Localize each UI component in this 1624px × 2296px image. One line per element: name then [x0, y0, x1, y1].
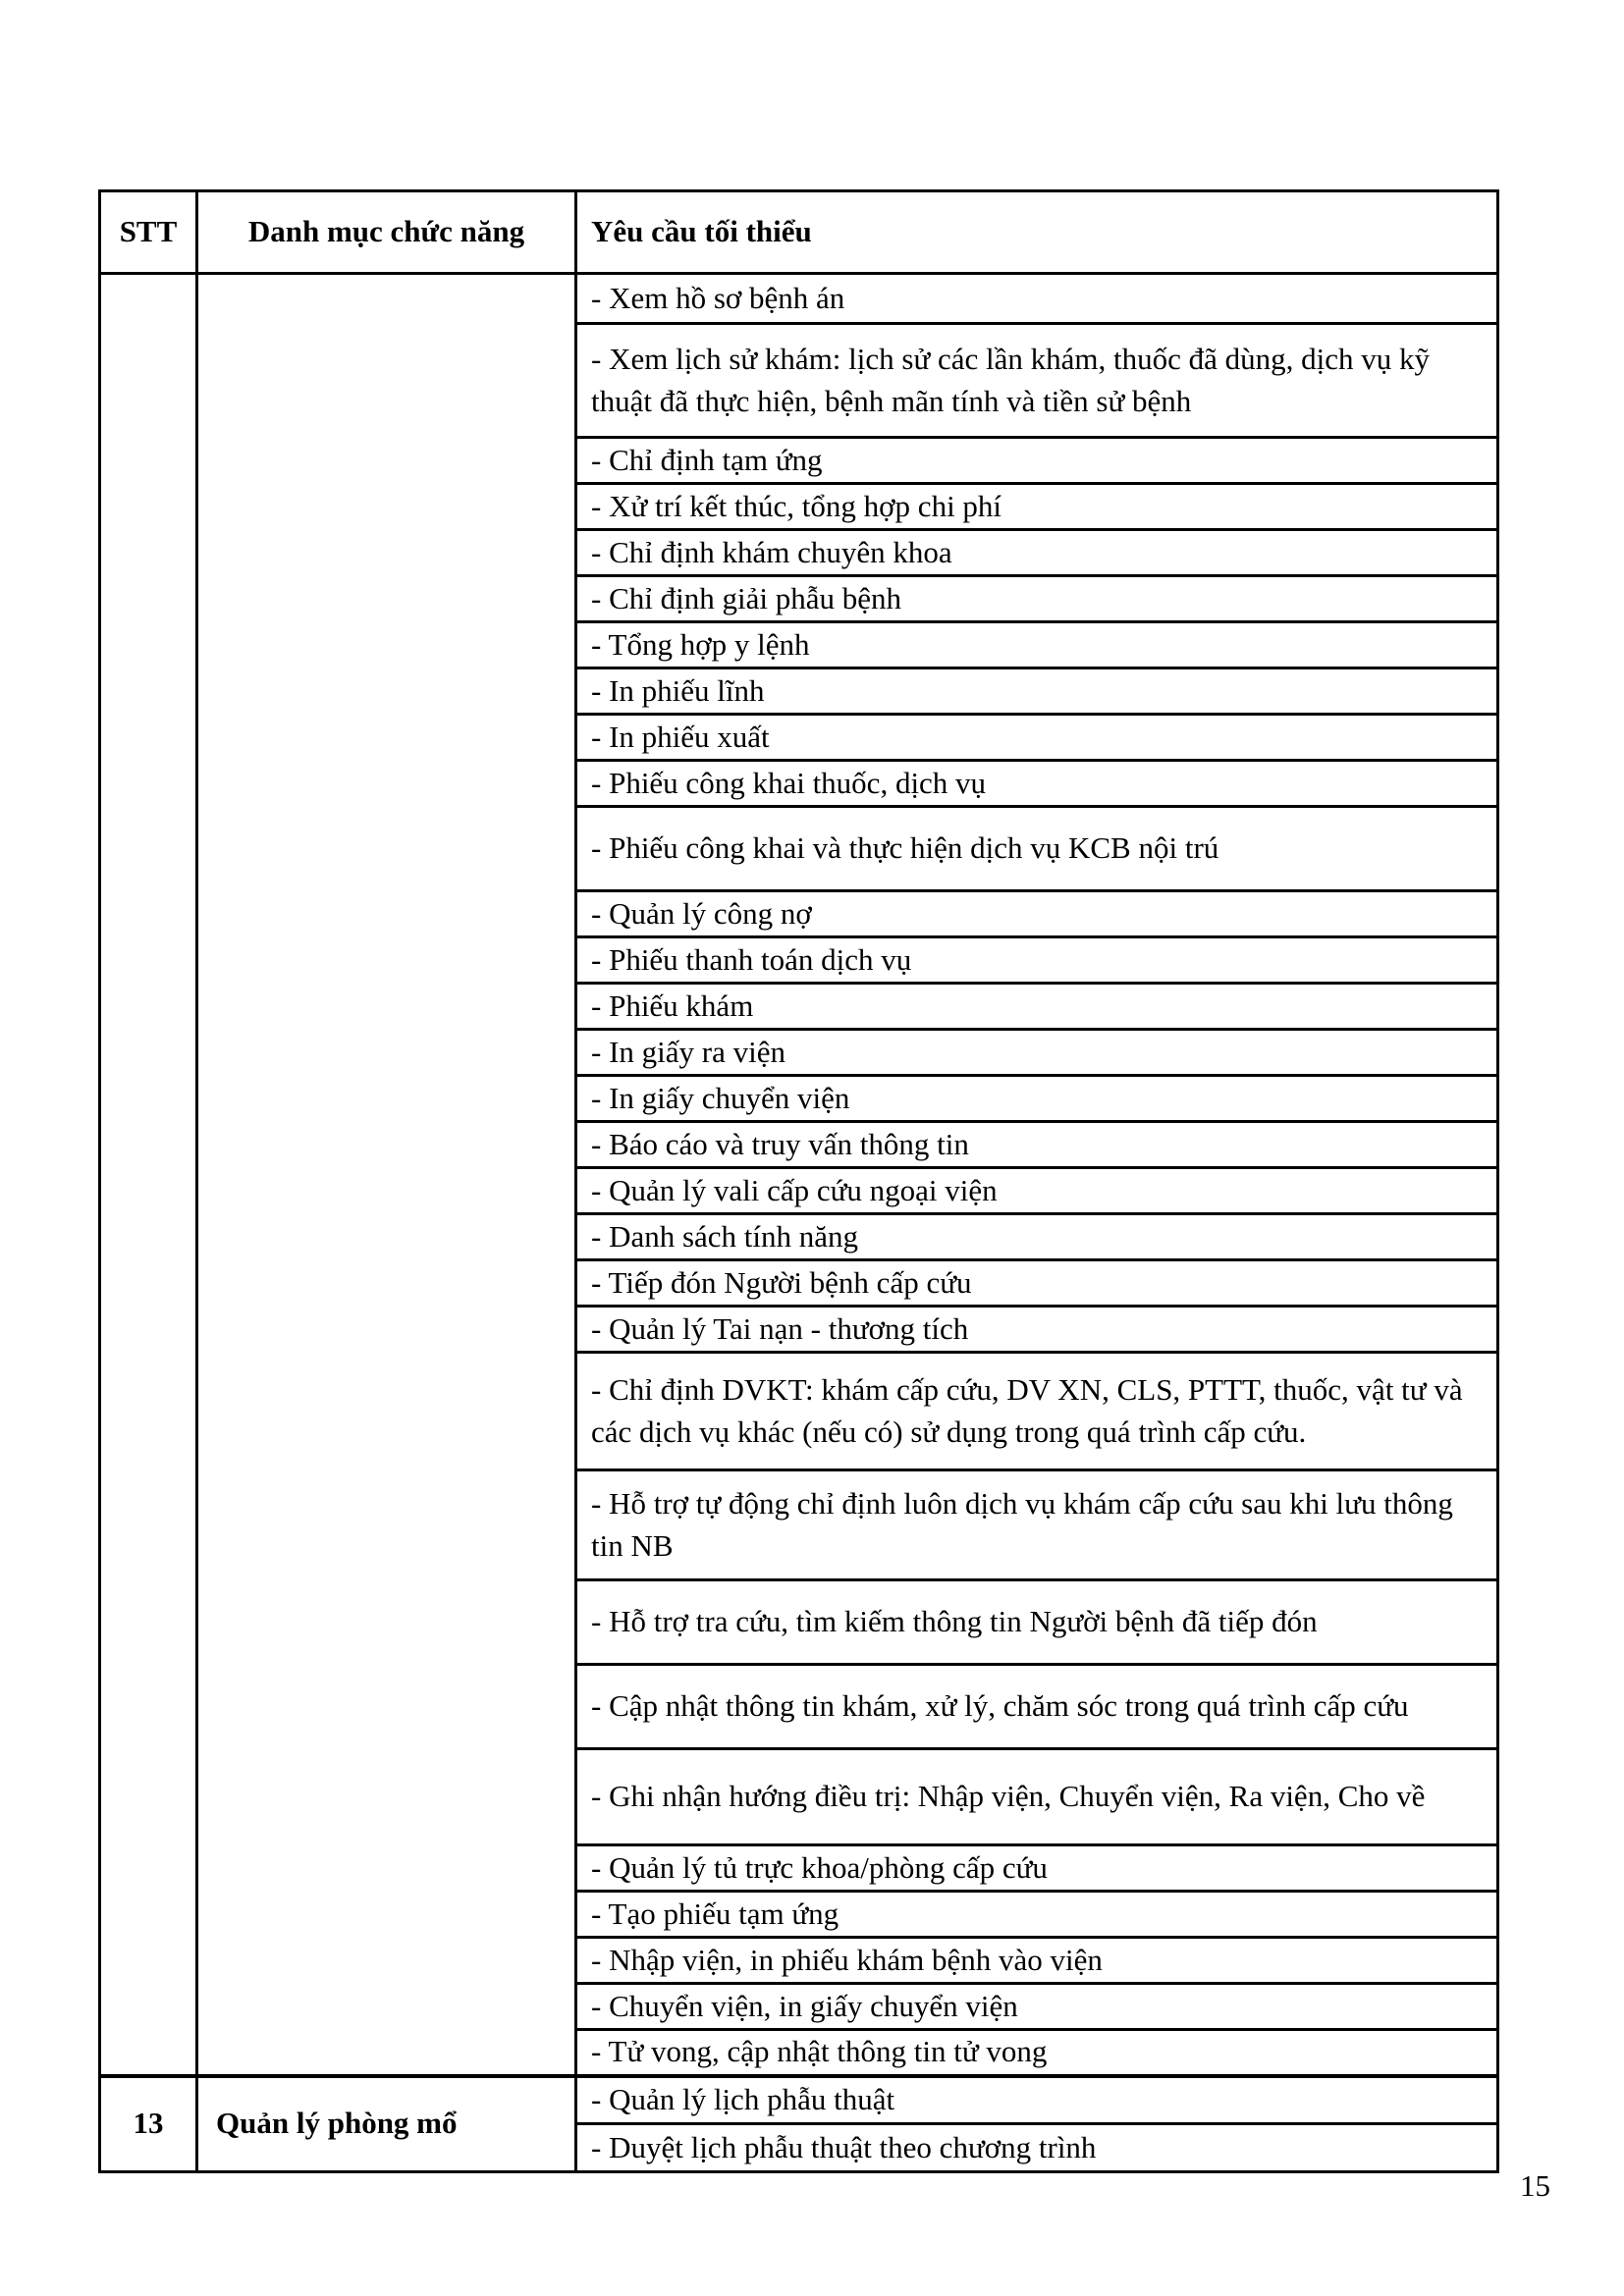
- requirement-cell: - Xem hồ sơ bệnh án: [576, 274, 1498, 324]
- requirement-cell: - Quản lý vali cấp cứu ngoại viện: [576, 1168, 1498, 1214]
- table-row: [100, 2076, 1498, 2124]
- header-row: [100, 191, 1498, 274]
- requirement-cell: - Ghi nhận hướng điều trị: Nhập viện, Chuyển viện, Ra viện, Cho về: [576, 1749, 1498, 1845]
- category-cell: Quản lý phòng mổ: [197, 2076, 576, 2172]
- function-requirements-table: [98, 189, 1499, 2173]
- requirement-cell: - Tạo phiếu tạm ứng: [576, 1892, 1498, 1938]
- requirement-cell: - Phiếu công khai và thực hiện dịch vụ KCB nội trú: [576, 807, 1498, 891]
- category-cell: [197, 274, 576, 2076]
- requirement-cell: - Chỉ định giải phẫu bệnh: [576, 576, 1498, 622]
- requirement-cell: - Tử vong, cập nhật thông tin tử vong: [576, 2030, 1498, 2076]
- requirement-cell: - Phiếu thanh toán dịch vụ: [576, 937, 1498, 984]
- requirement-cell: - Chỉ định tạm ứng: [576, 438, 1498, 484]
- requirement-cell: - Tổng hợp y lệnh: [576, 622, 1498, 668]
- requirement-cell: - In phiếu xuất: [576, 715, 1498, 761]
- requirement-cell: - Quản lý công nợ: [576, 891, 1498, 937]
- requirement-cell: - Cập nhật thông tin khám, xử lý, chăm sóc trong quá trình cấp cứu: [576, 1665, 1498, 1749]
- requirement-cell: - In giấy chuyển viện: [576, 1076, 1498, 1122]
- col-header-requirement: Yêu cầu tối thiểu: [576, 191, 1498, 274]
- requirement-cell: - Xử trí kết thúc, tổng hợp chi phí: [576, 484, 1498, 530]
- requirement-cell: - Chuyển viện, in giấy chuyển viện: [576, 1984, 1498, 2030]
- col-header-stt: STT: [100, 191, 197, 274]
- requirement-cell: - Phiếu công khai thuốc, dịch vụ: [576, 761, 1498, 807]
- col-header-category: Danh mục chức năng: [197, 191, 576, 274]
- requirement-cell: - In giấy ra viện: [576, 1030, 1498, 1076]
- requirement-cell: - Quản lý lịch phẫu thuật: [576, 2076, 1498, 2124]
- requirement-cell: - In phiếu lĩnh: [576, 668, 1498, 715]
- requirement-cell: - Tiếp đón Người bệnh cấp cứu: [576, 1260, 1498, 1307]
- stt-cell: 13: [100, 2076, 197, 2172]
- requirement-cell: - Phiếu khám: [576, 984, 1498, 1030]
- requirement-cell: - Báo cáo và truy vấn thông tin: [576, 1122, 1498, 1168]
- requirement-cell: - Xem lịch sử khám: lịch sử các lần khám, thuốc đã dùng, dịch vụ kỹ thuật đã thực hiện, bệnh mãn tính và tiền sử bệnh: [576, 324, 1498, 438]
- requirement-cell: - Duyệt lịch phẫu thuật theo chương trình: [576, 2124, 1498, 2172]
- stt-cell: [100, 274, 197, 2076]
- requirement-cell: - Danh sách tính năng: [576, 1214, 1498, 1260]
- requirement-cell: - Chỉ định khám chuyên khoa: [576, 530, 1498, 576]
- requirement-cell: - Hỗ trợ tự động chỉ định luôn dịch vụ khám cấp cứu sau khi lưu thông tin NB: [576, 1470, 1498, 1580]
- requirement-cell: - Hỗ trợ tra cứu, tìm kiếm thông tin Người bệnh đã tiếp đón: [576, 1580, 1498, 1665]
- requirement-cell: - Quản lý Tai nạn - thương tích: [576, 1307, 1498, 1353]
- requirement-cell: - Nhập viện, in phiếu khám bệnh vào viện: [576, 1938, 1498, 1984]
- requirement-cell: - Chỉ định DVKT: khám cấp cứu, DV XN, CLS, PTTT, thuốc, vật tư và các dịch vụ khác (nếu có) sử dụng trong quá trình cấp cứu.: [576, 1353, 1498, 1470]
- page-number: 15: [1520, 2168, 1550, 2203]
- table-row: [100, 274, 1498, 324]
- requirement-cell: - Quản lý tủ trực khoa/phòng cấp cứu: [576, 1845, 1498, 1892]
